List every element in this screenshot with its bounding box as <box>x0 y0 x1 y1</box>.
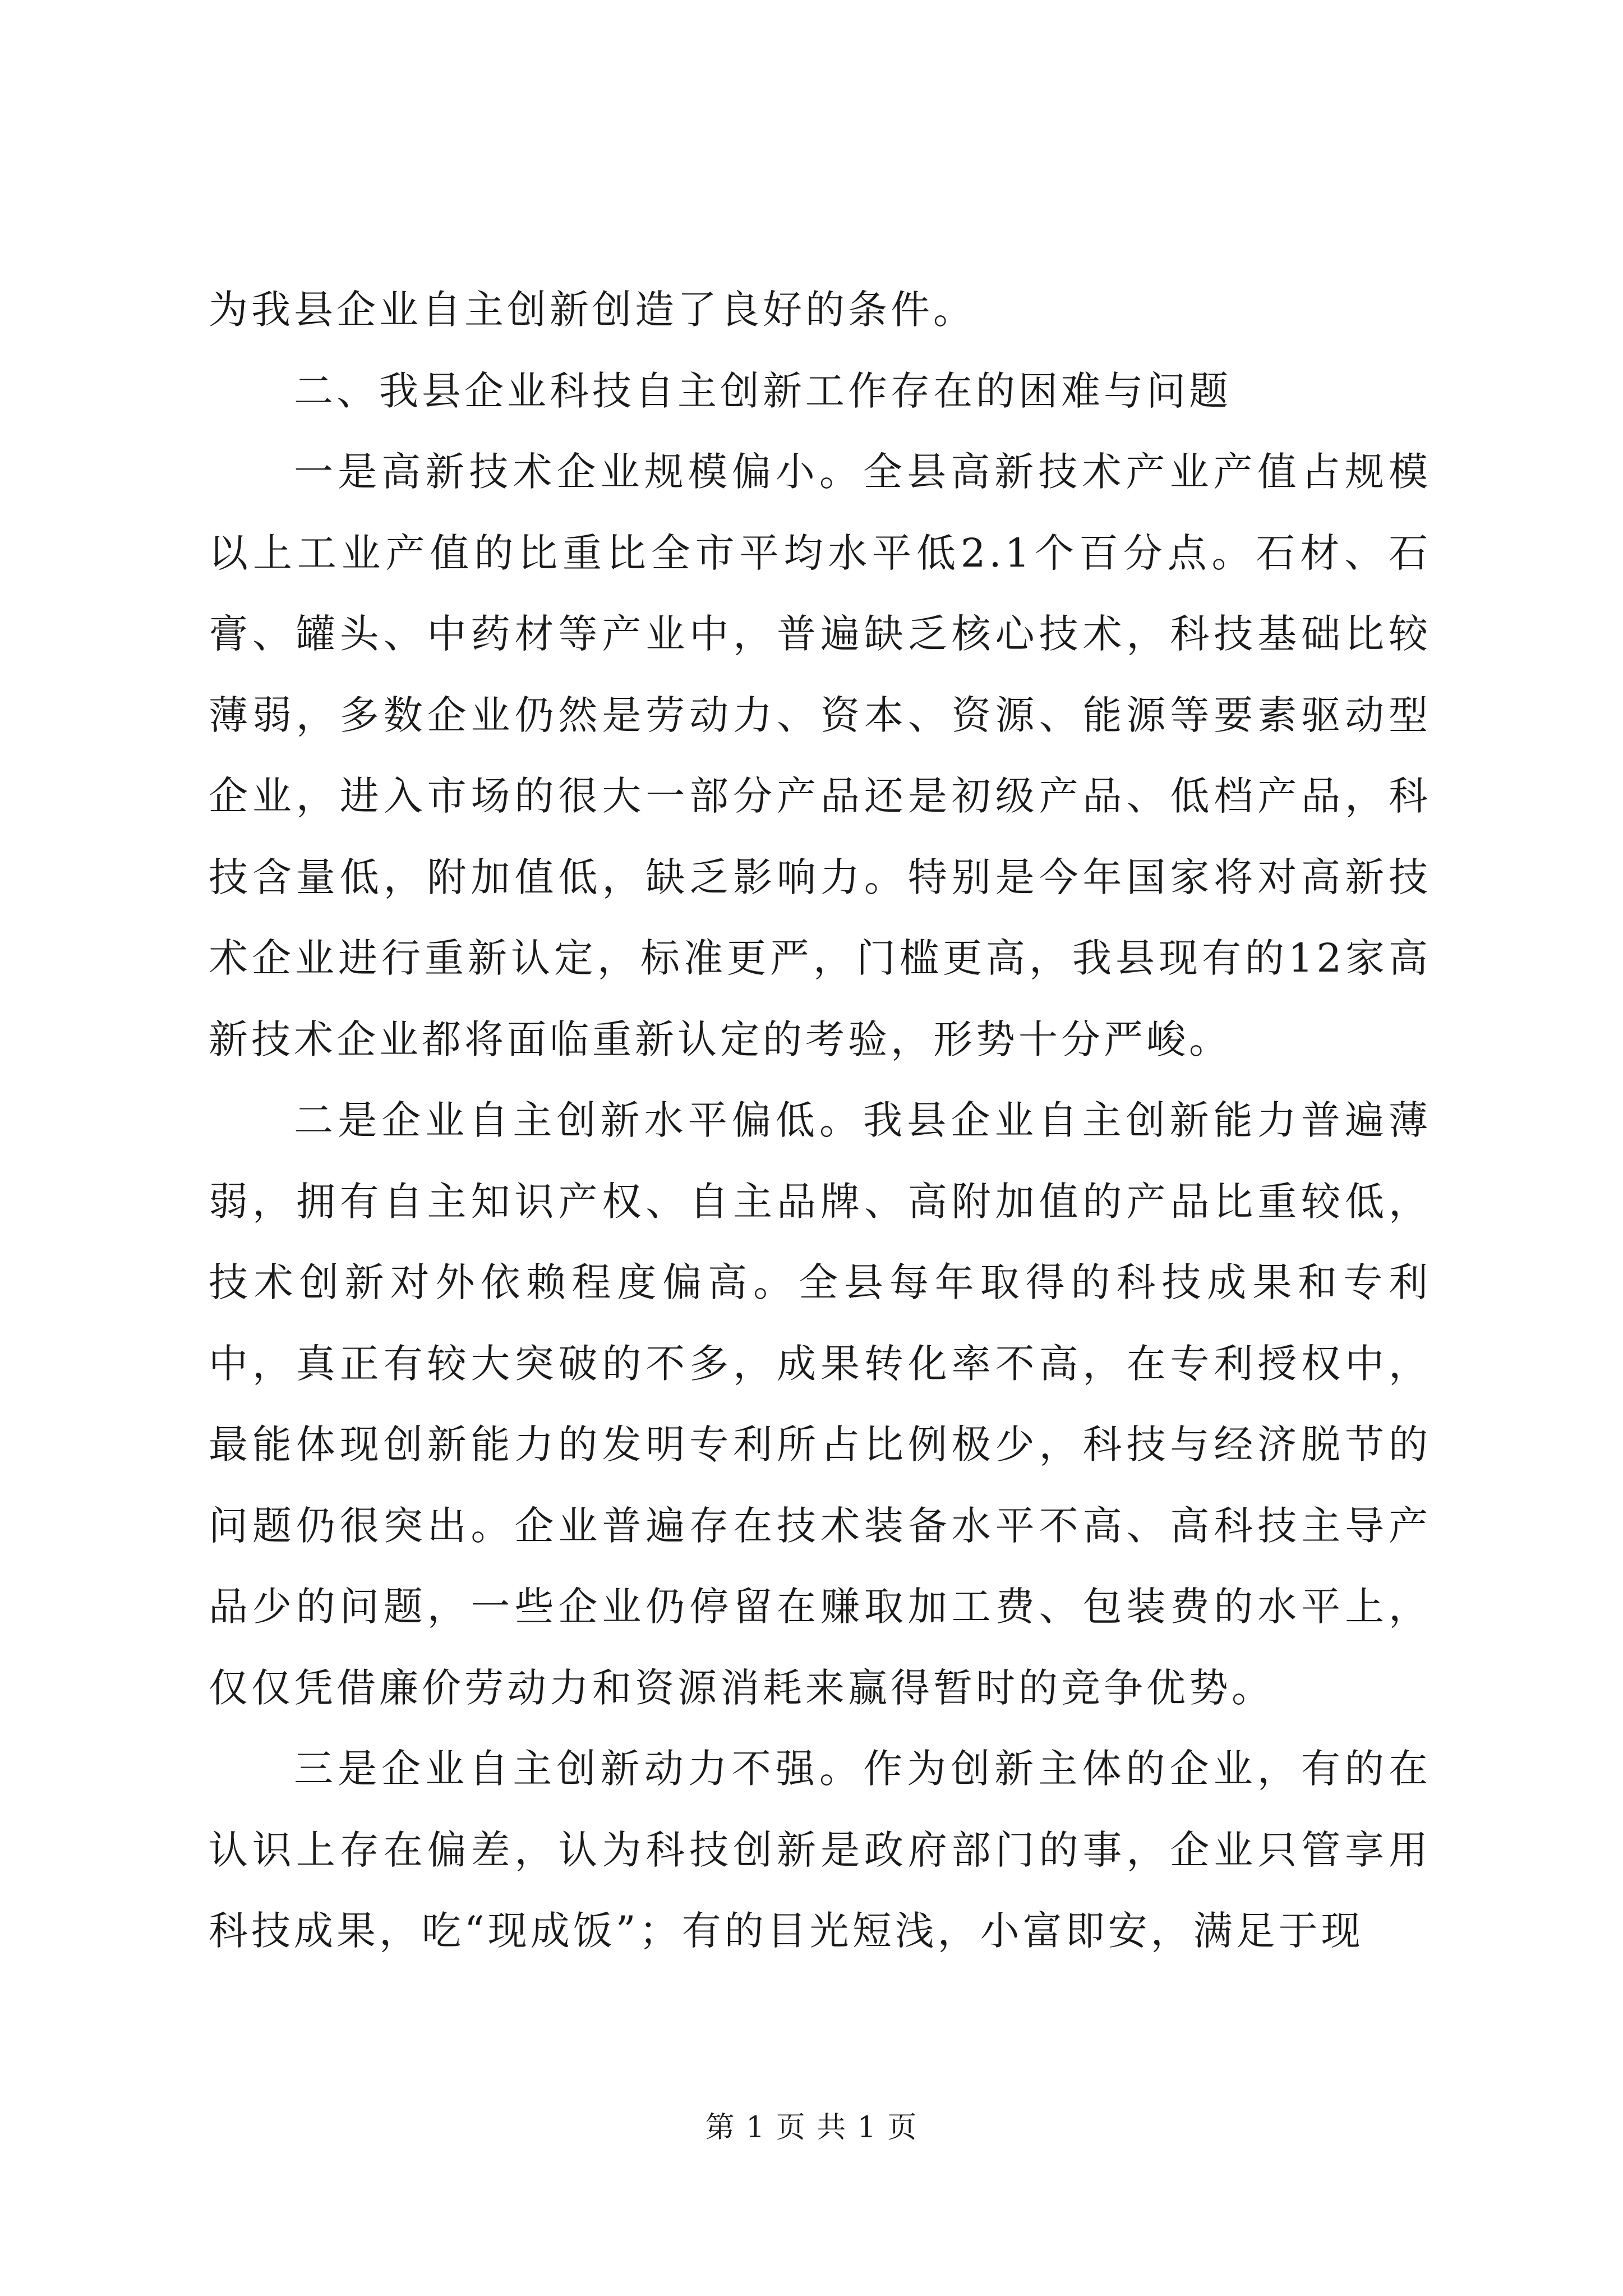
section-heading: 二、我县企业科技自主创新工作存在的困难与问题 <box>294 367 1232 414</box>
paragraph-point-three: 三是企业自主创新动力不强。作为创新主体的企业，有的在认识上存在偏差，认为科技创新是政府部门的事，企业只管享用科技成果，吃“现成饭”；有的目光短浅，小富即安，满足于现 <box>209 1746 1431 1954</box>
page-footer: 第 1 页 共 1 页 <box>705 2111 918 2145</box>
paragraph-point-two: 二是企业自主创新水平偏低。我县企业自主创新能力普遍薄弱，拥有自主知识产权、自主品牌、高附加值的产品比重较低，技术创新对外依赖程度偏高。全县每年取得的科技成果和专利中，真正有较大突破的不多，成果转化率不高，在专利授权中，最能体现创新能力的发明专利所占比例极少，科技与经济脱节的问题仍很突出。企业普遍存在技术装备水平不高、高科技主导产品少的问题，一些企业仍停留在赚取加工费、包装费的水平上，仅仅凭借廉价劳动力和资源消耗来赢得暂时的竞争优势。 <box>209 1097 1431 1711</box>
document-body <box>209 269 1431 1972</box>
paragraph-intro-tail: 为我县企业自主创新创造了良好的条件。 <box>209 287 976 333</box>
paragraph-point-one: 一是高新技术企业规模偏小。全县高新技术产业产值占规模以上工业产值的比重比全市平均水平低2.1个百分点。石材、石膏、罐头、中药材等产业中，普遍缺乏核心技术，科技基础比较薄弱，多数企业仍然是劳动力、资本、资源、能源等要素驱动型企业，进入市场的很大一部分产品还是初级产品、低档产品，科技含量低，附加值低，缺乏影响力。特别是今年国家将对高新技术企业进行重新认定，标准更严，门槛更高，我县现有的12家高新技术企业都将面临重新认定的考验，形势十分严峻。 <box>209 449 1431 1062</box>
